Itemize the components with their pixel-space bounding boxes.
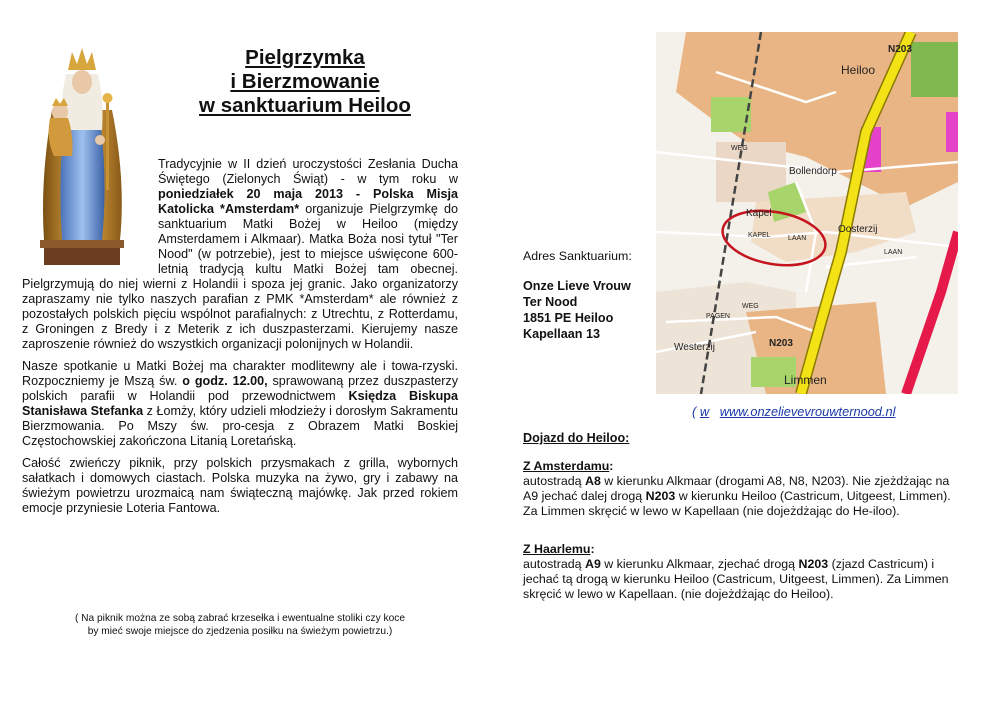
- picnic-note: [40, 612, 440, 638]
- map-label-oosterzij: Oosterzij: [838, 224, 878, 235]
- map-label-kapel: Kapel: [746, 208, 772, 219]
- map-label-pagen: PAGEN: [706, 313, 730, 320]
- website-line: [692, 404, 895, 419]
- route-amsterdam-t3: w kierunku Heiloo (Castricum, Uitgeest, Limmen). Za Limmen skręcić w lewo w Kapellaan (nie dojeżdżając do He-iloo).: [523, 489, 951, 518]
- intro-date: poniedziałek 20 maja 2013 - Polska Misja Katolicka *Amsterdam*: [158, 187, 458, 216]
- meeting-paragraph: [22, 359, 458, 449]
- website-w-link[interactable]: w: [699, 404, 710, 419]
- title-line-2: i Bierzmowanie: [230, 70, 380, 93]
- route-amsterdam-a8: A8: [585, 474, 601, 488]
- route-from-haarlem: Z Haarlemu: autostradą A9 w kierunku Alkmaar, zjechać drogą N203 (zjazd Castricum) i jechać tą drogą w kierunku Heiloo (Castricum, Uitgeest, Limmen). Za Limmen skręcić w lewo w Kapellaan. (nie dojeżdżając do Heiloo).: [523, 542, 957, 602]
- bishop-name: Księdza Biskupa Stanisława Stefanka: [22, 389, 458, 418]
- map-label-laan-2: LAAN: [884, 249, 903, 256]
- map-label-limmen: Limmen: [784, 373, 827, 387]
- intro-text-2: organizuje Pielgrzymkę do sanktuarium Matki Bożej w Heiloo (między Amsterdamem i Alkmaar). Matka Boża nosi tytuł "Ter Nood" (w potrzebie), jest to miejsce uświęcone 600-letnią tradycją kultu Matki Bożej tam obecnej. Pielgrzymują do niej wierni z Holandii i spoza jej granic. Jako organizatorzy zapraszamy nie tylko naszych parafian z PMK *Amsterdam* ale również z pozostałych polskich pięciu wspólnot parafialnych: z Utrechtu, z Rotterdamu, z Groningen z Bredy i z Meterik z ich duszpasterzami. Kierujemy nasze zaproszenie również do wszystkich organizacji polonijnych w Holandii.: [22, 202, 458, 351]
- map-label-westerzij: Westerzij: [674, 342, 715, 353]
- map-label-n203-bottom: N203: [769, 338, 793, 349]
- address-line-1: Onze Lieve Vrouw: [523, 279, 631, 293]
- route-haarlem-t2: w kierunku Alkmaar, zjechać drogą: [600, 557, 799, 571]
- map-label-laan: LAAN: [788, 235, 807, 242]
- meeting-text-3: z Łomży, który udzieli młodzieży i dorosłym Sakramentu Bierzmowania. Po Mszy św. pro-cesja z Obrazem Matki Boskiej Częstochowskiej zakończona Litanią Loretańską.: [22, 404, 459, 448]
- route-from-amsterdam: Z Amsterdamu: autostradą A8 w kierunku Alkmaar (drogami A8, N8, N203). Nie zjeżdżając na A9 jechać dalej drogą N203 w kierunku Heiloo (Castricum, Uitgeest, Limmen). Za Limmen skręcić w lewo w Kapellaan (nie dojeżdżając do He-iloo).: [523, 459, 957, 519]
- map-label-n203-top: N203: [888, 44, 912, 55]
- note-line-1: ( Na piknik można ze sobą zabrać krzesełka i ewentualne stoliki czy koce: [74, 613, 406, 624]
- route-haarlem-heading: Z Haarlemu: [523, 542, 591, 556]
- intro-text-1: Tradycyjnie w II dzień uroczystości Zesłania Ducha Świętego (Zielonych Świąt) - w tym roku w: [158, 157, 458, 186]
- intro-paragraph: [22, 157, 458, 352]
- location-map: [656, 32, 958, 394]
- sanctuary-address: [523, 278, 631, 342]
- map-label-bollendorp: Bollendorp: [789, 166, 837, 177]
- page-title: [180, 46, 430, 118]
- address-line-4: Kapellaan 13: [523, 327, 601, 341]
- route-amsterdam-t2: w kierunku Alkmaar (drogami A8, N8, N203). Nie zjeżdżając na A9 jechać dalej drogą: [523, 474, 950, 503]
- route-haarlem-t3: (zjazd Castricum) i jechać tą drogą w kierunku Heiloo (Castricum, Uitgeest, Limmen). Za Limmen skręcić w lewo w Kapellaan. (nie dojeżdżając do Heiloo).: [523, 557, 949, 601]
- route-haarlem-text: [523, 557, 957, 602]
- article-body: [22, 157, 458, 523]
- meeting-text-2: sprawowaną przez duszpasterzy polskich parafii w Holandii pod przewodnictwem: [22, 374, 458, 403]
- route-amsterdam-n203: N203: [645, 489, 676, 503]
- route-haarlem-a9: A9: [585, 557, 601, 571]
- map-label-heiloo: Heiloo: [841, 63, 876, 77]
- address-label: Adres Sanktuarium:: [523, 249, 632, 263]
- website-prefix: (: [692, 404, 700, 419]
- title-line-1: Pielgrzymka: [245, 46, 365, 69]
- statue-spacer: [22, 157, 158, 275]
- map-label-weg-1: WEG: [731, 145, 748, 152]
- note-line-2: by mieć swoje miejsce do zjedzenia posiłku na świeżym powietrzu.): [87, 626, 393, 637]
- route-amsterdam-t1: autostradą: [523, 474, 585, 488]
- route-haarlem-t1: autostradą: [523, 557, 585, 571]
- map-label-weg-2: WEG: [742, 303, 759, 310]
- address-line-2: Ter Nood: [523, 295, 578, 309]
- picnic-paragraph: Całość zwieńczy piknik, przy polskich przysmakach z grilla, wybornych sałatkach i domowych ciastach. Polska muzyka na żywo, gry i zabawy na świeżym powietrzu urozmaicą nam świąteczną majówkę. Jak przed rokiem emocje przyniesie Loteria Fantowa.: [22, 456, 458, 515]
- directions-title: Dojazd do Heiloo:: [523, 431, 630, 445]
- map-label-kapel-laan: KAPEL: [748, 232, 771, 239]
- meeting-text-1: Nasze spotkanie u Matki Bożej ma charakter modlitewny ale i towa-rzyski. Rozpoczniemy je Mszą św.: [22, 359, 458, 388]
- route-haarlem-n203: N203: [798, 557, 829, 571]
- website-link[interactable]: www.onzelievevrouwternood.nl: [719, 404, 896, 419]
- route-amsterdam-text: [523, 474, 957, 519]
- title-line-3: w sanktuarium Heiloo: [199, 94, 411, 117]
- address-line-3: 1851 PE Heiloo: [523, 311, 614, 325]
- meeting-time: o godz. 12.00,: [182, 374, 268, 388]
- route-amsterdam-heading: Z Amsterdamu: [523, 459, 610, 473]
